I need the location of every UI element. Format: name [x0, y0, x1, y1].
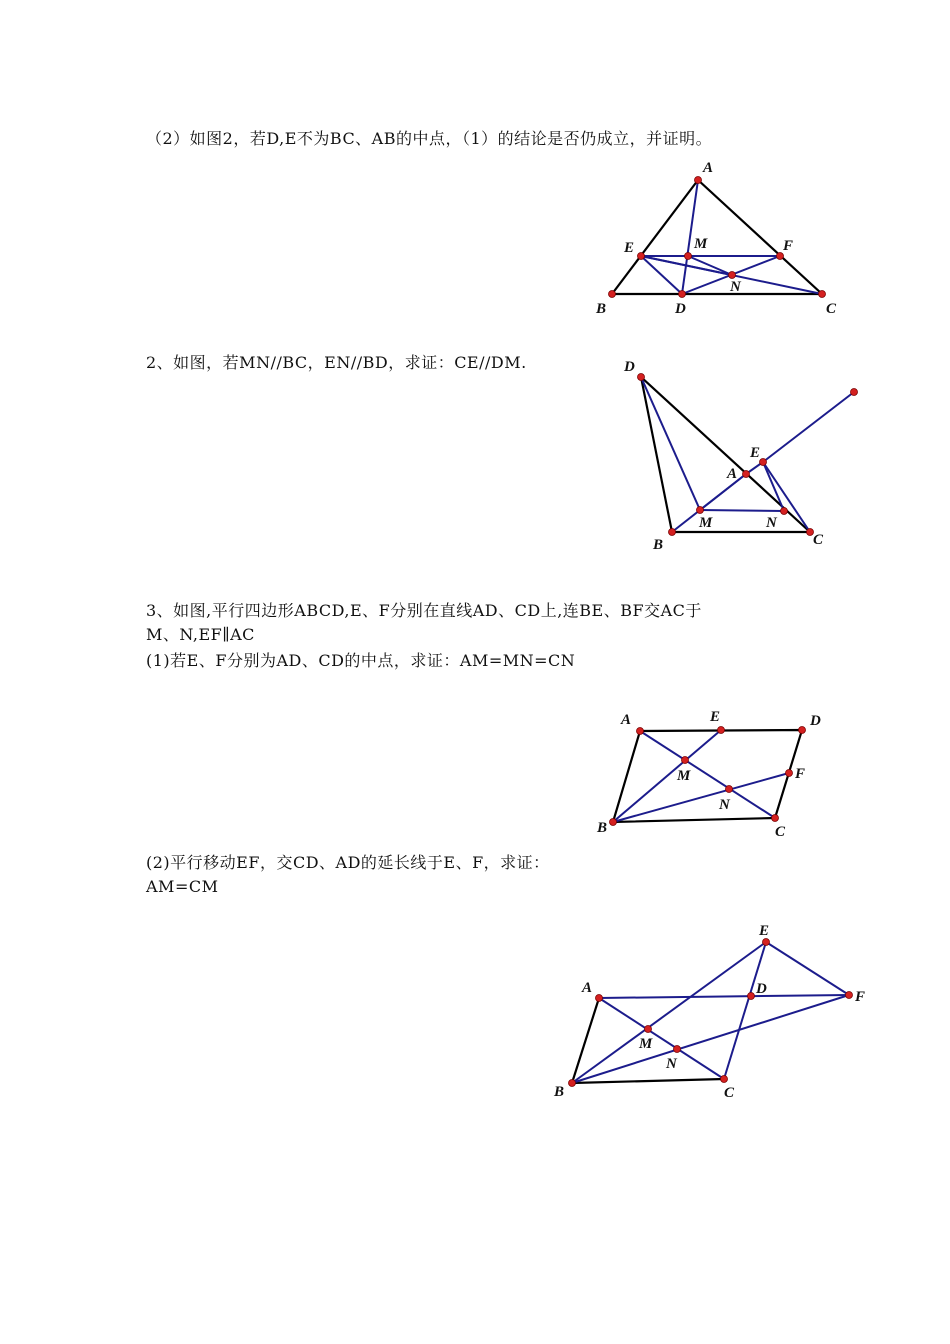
point-n	[726, 786, 733, 793]
label-a: A	[582, 980, 593, 996]
point-e	[760, 459, 767, 466]
label-c: C	[724, 1085, 735, 1101]
label-a: A	[621, 712, 632, 728]
label-d: D	[624, 359, 635, 375]
point-c	[772, 815, 779, 822]
segment-mn	[688, 256, 732, 275]
segment-ma	[700, 474, 746, 510]
figure-3-parallelogram	[596, 709, 821, 840]
point-e	[763, 939, 770, 946]
problem-3-line-1: 3、如图,平行四边形ABCD,E、F分别在直线AD、CD上,连BE、BF交AC于	[146, 601, 702, 620]
point-m	[685, 253, 692, 260]
problem-1-part-2: （2）如图2，若D,E不为BC、AB的中点，（1）的结论是否仍成立，并证明。	[146, 129, 713, 148]
point-a	[596, 995, 603, 1002]
point-c	[721, 1076, 728, 1083]
figure-1-triangle	[595, 160, 837, 317]
point-c	[819, 291, 826, 298]
label-b: B	[554, 1084, 565, 1100]
diagonal-ac	[599, 998, 724, 1079]
label-d: D	[810, 713, 821, 729]
segment-bf	[613, 773, 789, 822]
label-b: B	[597, 820, 608, 836]
label-a: A	[727, 466, 738, 482]
label-e: E	[624, 240, 635, 256]
point-d	[799, 727, 806, 734]
point-b	[669, 529, 676, 536]
figure-4-parallelogram-extended	[553, 923, 865, 1101]
point-m	[697, 507, 704, 514]
label-f: F	[795, 766, 806, 782]
point-b	[610, 819, 617, 826]
label-e: E	[759, 923, 770, 939]
figure-2	[623, 359, 858, 553]
label-m: M	[694, 236, 708, 252]
segment-ed	[641, 256, 682, 294]
point-m	[645, 1026, 652, 1033]
point-d	[748, 993, 755, 1000]
point-ray-end	[851, 389, 858, 396]
label-b: B	[596, 301, 607, 317]
label-b: B	[653, 537, 664, 553]
parallelogram-abcd	[613, 730, 802, 822]
diagonal-ac	[640, 731, 775, 818]
problem-3-line-2: M、N,EF∥AC	[146, 625, 255, 644]
label-n: N	[666, 1056, 677, 1072]
point-a	[743, 471, 750, 478]
point-d	[638, 374, 645, 381]
point-d	[679, 291, 686, 298]
label-f: F	[783, 238, 794, 254]
point-a	[637, 728, 644, 735]
point-n	[729, 272, 736, 279]
label-e: E	[750, 445, 761, 461]
label-c: C	[775, 824, 786, 840]
label-n: N	[766, 515, 777, 531]
segment-dm	[641, 377, 700, 510]
point-f	[786, 770, 793, 777]
label-d: D	[675, 301, 686, 317]
segment-be	[613, 730, 721, 822]
label-e: E	[710, 709, 721, 725]
line-cde	[724, 942, 766, 1079]
label-c: C	[813, 532, 824, 548]
segment-en	[763, 462, 784, 511]
point-b	[569, 1080, 576, 1087]
point-n	[674, 1046, 681, 1053]
point-e	[638, 253, 645, 260]
point-f	[846, 992, 853, 999]
label-c: C	[826, 301, 837, 317]
point-m	[682, 757, 689, 764]
problem-3-part-2-line-2: AM=CM	[146, 877, 219, 896]
line-adf	[599, 995, 849, 998]
triangle-abc	[612, 180, 822, 294]
problem-3-part-2-line-1: (2)平行移动EF，交CD、AD的延长线于E、F，求证：	[146, 853, 550, 872]
point-b	[609, 291, 616, 298]
problem-3-part-1: (1)若E、F分别为AD、CD的中点，求证：AM=MN=CN	[146, 651, 576, 670]
ray-e	[763, 392, 854, 462]
segment-mn	[700, 510, 784, 511]
label-d: D	[756, 981, 767, 997]
label-f: F	[855, 989, 866, 1005]
label-n: N	[730, 279, 741, 295]
label-a: A	[703, 160, 714, 176]
label-m: M	[677, 768, 691, 784]
point-e	[718, 727, 725, 734]
label-m: M	[699, 515, 713, 531]
label-m: M	[639, 1036, 653, 1052]
problem-2: 2、如图，若MN//BC，EN//BD，求证：CE//DM.	[146, 353, 527, 372]
point-n	[781, 508, 788, 515]
segment-ab	[572, 998, 599, 1083]
segment-ef	[766, 942, 849, 995]
point-a	[695, 177, 702, 184]
label-n: N	[719, 797, 730, 813]
segment-bc	[572, 1079, 724, 1083]
